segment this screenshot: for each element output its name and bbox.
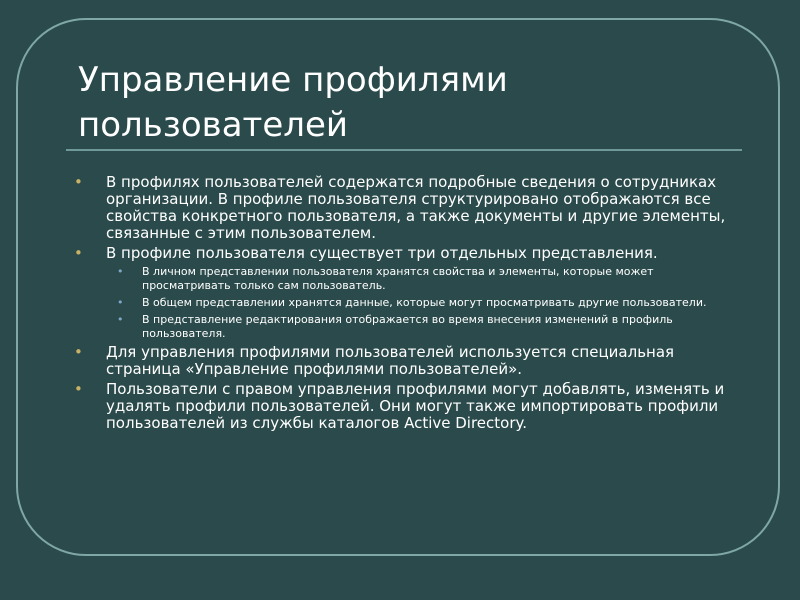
sub-bullet-icon: • xyxy=(117,313,124,326)
slide-content xyxy=(74,174,744,435)
bullet-icon: • xyxy=(74,173,83,191)
sub-bullet-icon: • xyxy=(117,265,124,278)
bullet-text: В профиле пользователя существует три отдельных представления. xyxy=(106,244,658,262)
title-divider xyxy=(66,149,742,151)
bullet-item-4 xyxy=(74,381,744,432)
sub-bullet-text: В общем представлении хранятся данные, которые могут просматривать другие пользователи. xyxy=(142,296,707,309)
bullet-item-1 xyxy=(74,174,744,242)
slide-title: Управление профилями пользователей xyxy=(78,60,508,145)
bullet-icon: • xyxy=(74,244,83,262)
bullet-icon: • xyxy=(74,343,83,361)
bullet-icon: • xyxy=(74,380,83,398)
bullet-text: Для управления профилями пользователей используется специальная страница «Управление профилями пользователей». xyxy=(106,343,675,378)
sub-bullet-item-1 xyxy=(74,265,744,293)
bullet-text: Пользователи с правом управления профилями могут добавлять, изменять и удалять профили пользователей. Они могут также импортировать профили пользователей из службы каталогов Active Directory. xyxy=(106,380,725,432)
sub-bullet-text: В личном представлении пользователя хранятся свойства и элементы, которые может просматривать только сам пользователь. xyxy=(142,265,654,292)
bullet-item-3 xyxy=(74,344,744,378)
sub-bullet-text: В представление редактирования отображается во время внесения изменений в профиль пользователя. xyxy=(142,313,673,340)
sub-bullet-item-2 xyxy=(74,296,744,310)
bullet-item-2 xyxy=(74,245,744,262)
sub-bullet-item-3 xyxy=(74,313,744,341)
bullet-text: В профилях пользователей содержатся подробные сведения о сотрудниках организации. В профиле пользователя структурировано отображаются все свойства конкретного пользователя, а также документы и другие элементы, связанные с этим пользователем. xyxy=(106,173,726,242)
sub-bullet-icon: • xyxy=(117,296,124,309)
